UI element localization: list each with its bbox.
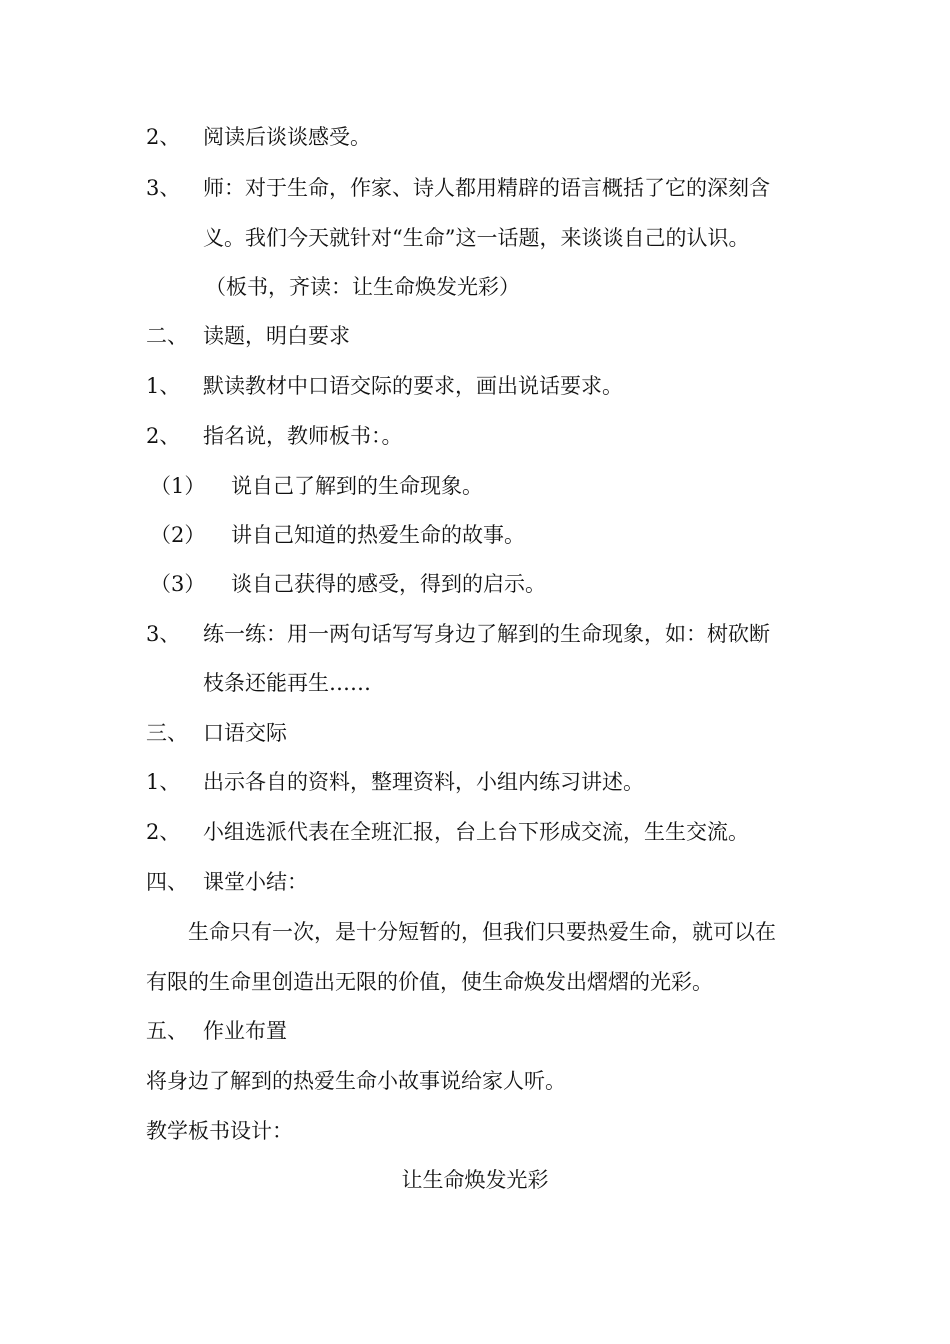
homework-line: 将身边了解到的热爱生命小故事说给家人听。 [146,1069,566,1093]
section-title: 课堂小结： [203,870,308,894]
summary-text: 生命只有一次，是十分短暂的，但我们只要热爱生命，就可以在 [188,920,776,944]
item-text: 指名说，教师板书：。 [203,424,403,448]
item-number: 3、 [146,176,181,200]
item-text: 练一练：用一两句话写写身边了解到的生命现象，如：树砍断 [203,622,770,646]
section-title: 作业布置 [203,1019,287,1043]
item-text: 默读教材中口语交际的要求，画出说话要求。 [203,374,623,398]
sub-item-number: （1） [150,474,206,498]
board-heading-text: 教学板书设计： [146,1119,293,1143]
item-text: 阅读后谈谈感受。 [203,125,371,149]
item-number: 2、 [146,424,181,448]
board-note: （板书，齐读：让生命焕发光彩） [205,275,520,299]
item-text: 师：对于生命，作家、诗人都用精辟的语言概括了它的深刻含 [203,176,770,200]
section-number: 二、 [146,324,188,348]
section-number: 三、 [146,721,188,745]
board-title [0,1166,950,1194]
section-title: 读题，明白要求 [203,324,350,348]
item-text: 小组选派代表在全班汇报，台上台下形成交流，生生交流。 [203,820,749,844]
section-title: 口语交际 [203,721,287,745]
sub-item-number: （2） [150,523,206,547]
sub-item-text: 谈自己获得的感受，得到的启示。 [231,572,546,596]
item-number: 1、 [146,374,181,398]
section-number: 五、 [146,1019,188,1043]
section-number: 四、 [146,870,188,894]
sub-item-text: 说自己了解到的生命现象。 [231,474,483,498]
sub-item-text: 讲自己知道的热爱生命的故事。 [231,523,525,547]
item-number: 1、 [146,770,181,794]
item-text: 出示各自的资料，整理资料，小组内练习讲述。 [203,770,644,794]
item-number: 3、 [146,622,181,646]
board-title-text: 让生命焕发光彩 [401,1168,549,1192]
sub-item-number: （3） [150,572,206,596]
item-text-continued: 义。我们今天就针对“生命”这一话题，来谈谈自己的认识。 [203,226,750,250]
item-number: 2、 [146,125,181,149]
item-text-continued: 枝条还能再生…… [203,671,371,695]
item-number: 2、 [146,820,181,844]
summary-text: 有限的生命里创造出无限的价值，使生命焕发出熠熠的光彩。 [146,970,713,994]
